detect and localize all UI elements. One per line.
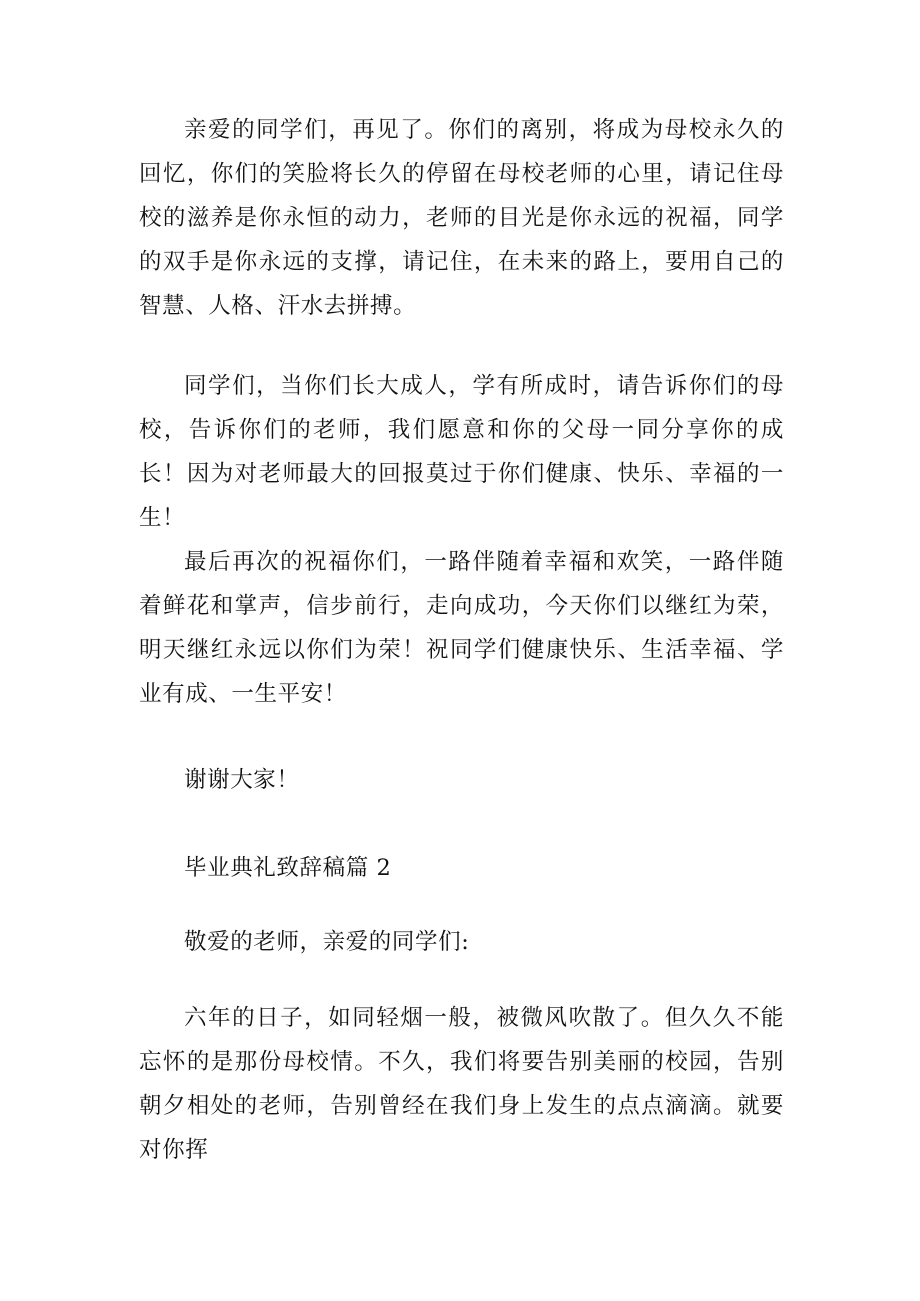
paragraph-thanks: 谢谢大家！ xyxy=(184,767,300,793)
salutation: 敬爱的老师，亲爱的同学们: xyxy=(184,929,470,955)
section-heading: 毕业典礼致辞稿篇 2 xyxy=(184,855,392,881)
paragraph-farewell: 亲爱的同学们，再见了。你们的离别，将成为母校永久的回忆，你们的笑脸将长久的停留在母校老师的心里，请记住母校的滋养是你永恒的动力，老师的目光是你永远的祝福，同学的双手是你永远的支撑，请记住，在未来的路上，要用自己的智慧、人格、汗水去拼搏。 xyxy=(139,117,784,319)
paragraph-six-years: 六年的日子，如同轻烟一般，被微风吹散了。但久久不能忘怀的是那份母校情。不久，我们将要告别美丽的校园，告别朝夕相处的老师，告别曾经在我们身上发生的点点滴滴。就要对你挥 xyxy=(139,1005,784,1163)
paragraph-blessing: 最后再次的祝福你们，一路伴随着幸福和欢笑，一路伴随着鲜花和掌声，信步前行，走向成功，今天你们以继红为荣，明天继红永远以你们为荣！祝同学们健康快乐、生活幸福、学业有成、一生平安！ xyxy=(139,549,784,707)
paragraph-growth: 同学们，当你们长大成人，学有所成时，请告诉你们的母校，告诉你们的老师，我们愿意和你的父母一同分享你的成长！因为对老师最大的回报莫过于你们健康、快乐、幸福的一生！ xyxy=(139,373,784,531)
